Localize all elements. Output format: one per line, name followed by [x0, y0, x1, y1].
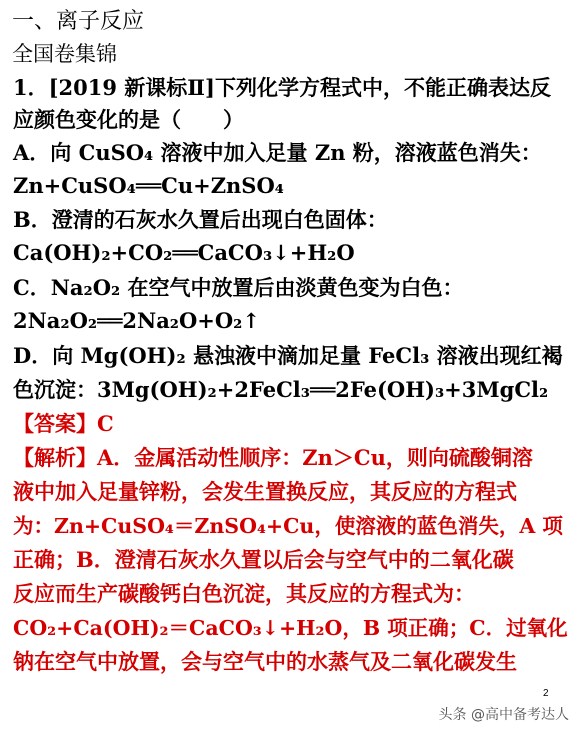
analysis-line-5: 反应而生产碳酸钙白色沉淀，其反应的方程式为： — [13, 581, 475, 606]
answer-label: 【答案】C — [13, 411, 114, 436]
option-d-line-2: 色沉淀：3Mg(OH)₂+2FeCl₃══2Fe(OH)₃+3MgCl₂ — [13, 377, 549, 402]
option-d-line-1: D．向 Mg(OH)₂ 悬浊液中滴加足量 FeCl₃ 溶液出现红褐 — [13, 343, 563, 368]
analysis-line-1: 【解析】A．金属活动性顺序：Zn＞Cu，则向硫酸铜溶 — [13, 445, 533, 470]
option-b-text: B．澄清的石灰水久置后出现白色固体： — [13, 207, 388, 232]
option-c-equation: 2Na₂O₂══2Na₂O+O₂↑ — [13, 308, 260, 333]
analysis-line-4: 正确；B．澄清石灰水久置以后会与空气中的二氧化碳 — [13, 547, 514, 572]
section-title: 一、离子反应 — [12, 9, 145, 34]
option-c-text: C．Na₂O₂ 在空气中放置后由淡黄色变为白色： — [13, 275, 464, 300]
analysis-line-2: 液中加入足量锌粉，会发生置换反应，其反应的方程式 — [13, 479, 517, 504]
question-line-1: 1．[2019 新课标Ⅱ]下列化学方程式中，不能正确表达反 — [13, 75, 551, 100]
question-line-2: 应颜色变化的是（ ） — [13, 107, 244, 132]
option-a-text: A．向 CuSO₄ 溶液中加入足量 Zn 粉，溶液蓝色消失： — [13, 140, 542, 165]
analysis-line-7: 钠在空气中放置，会与空气中的水蒸气及二氧化碳发生 — [13, 649, 517, 674]
analysis-line-6: CO₂+Ca(OH)₂＝CaCO₃↓+H₂O，B 项正确；C．过氧化 — [13, 616, 568, 640]
page-number: 2 — [543, 688, 549, 699]
option-b-equation: Ca(OH)₂+CO₂══CaCO₃↓+H₂O — [13, 240, 355, 265]
analysis-line-3: 为：Zn+CuSO₄＝ZnSO₄+Cu，使溶液的蓝色消失，A 项 — [13, 514, 563, 538]
option-a-equation: Zn+CuSO₄══Cu+ZnSO₄ — [13, 173, 284, 198]
watermark: 头条 @高中备考达人 — [438, 707, 569, 723]
subsection-title: 全国卷集锦 — [12, 42, 117, 66]
